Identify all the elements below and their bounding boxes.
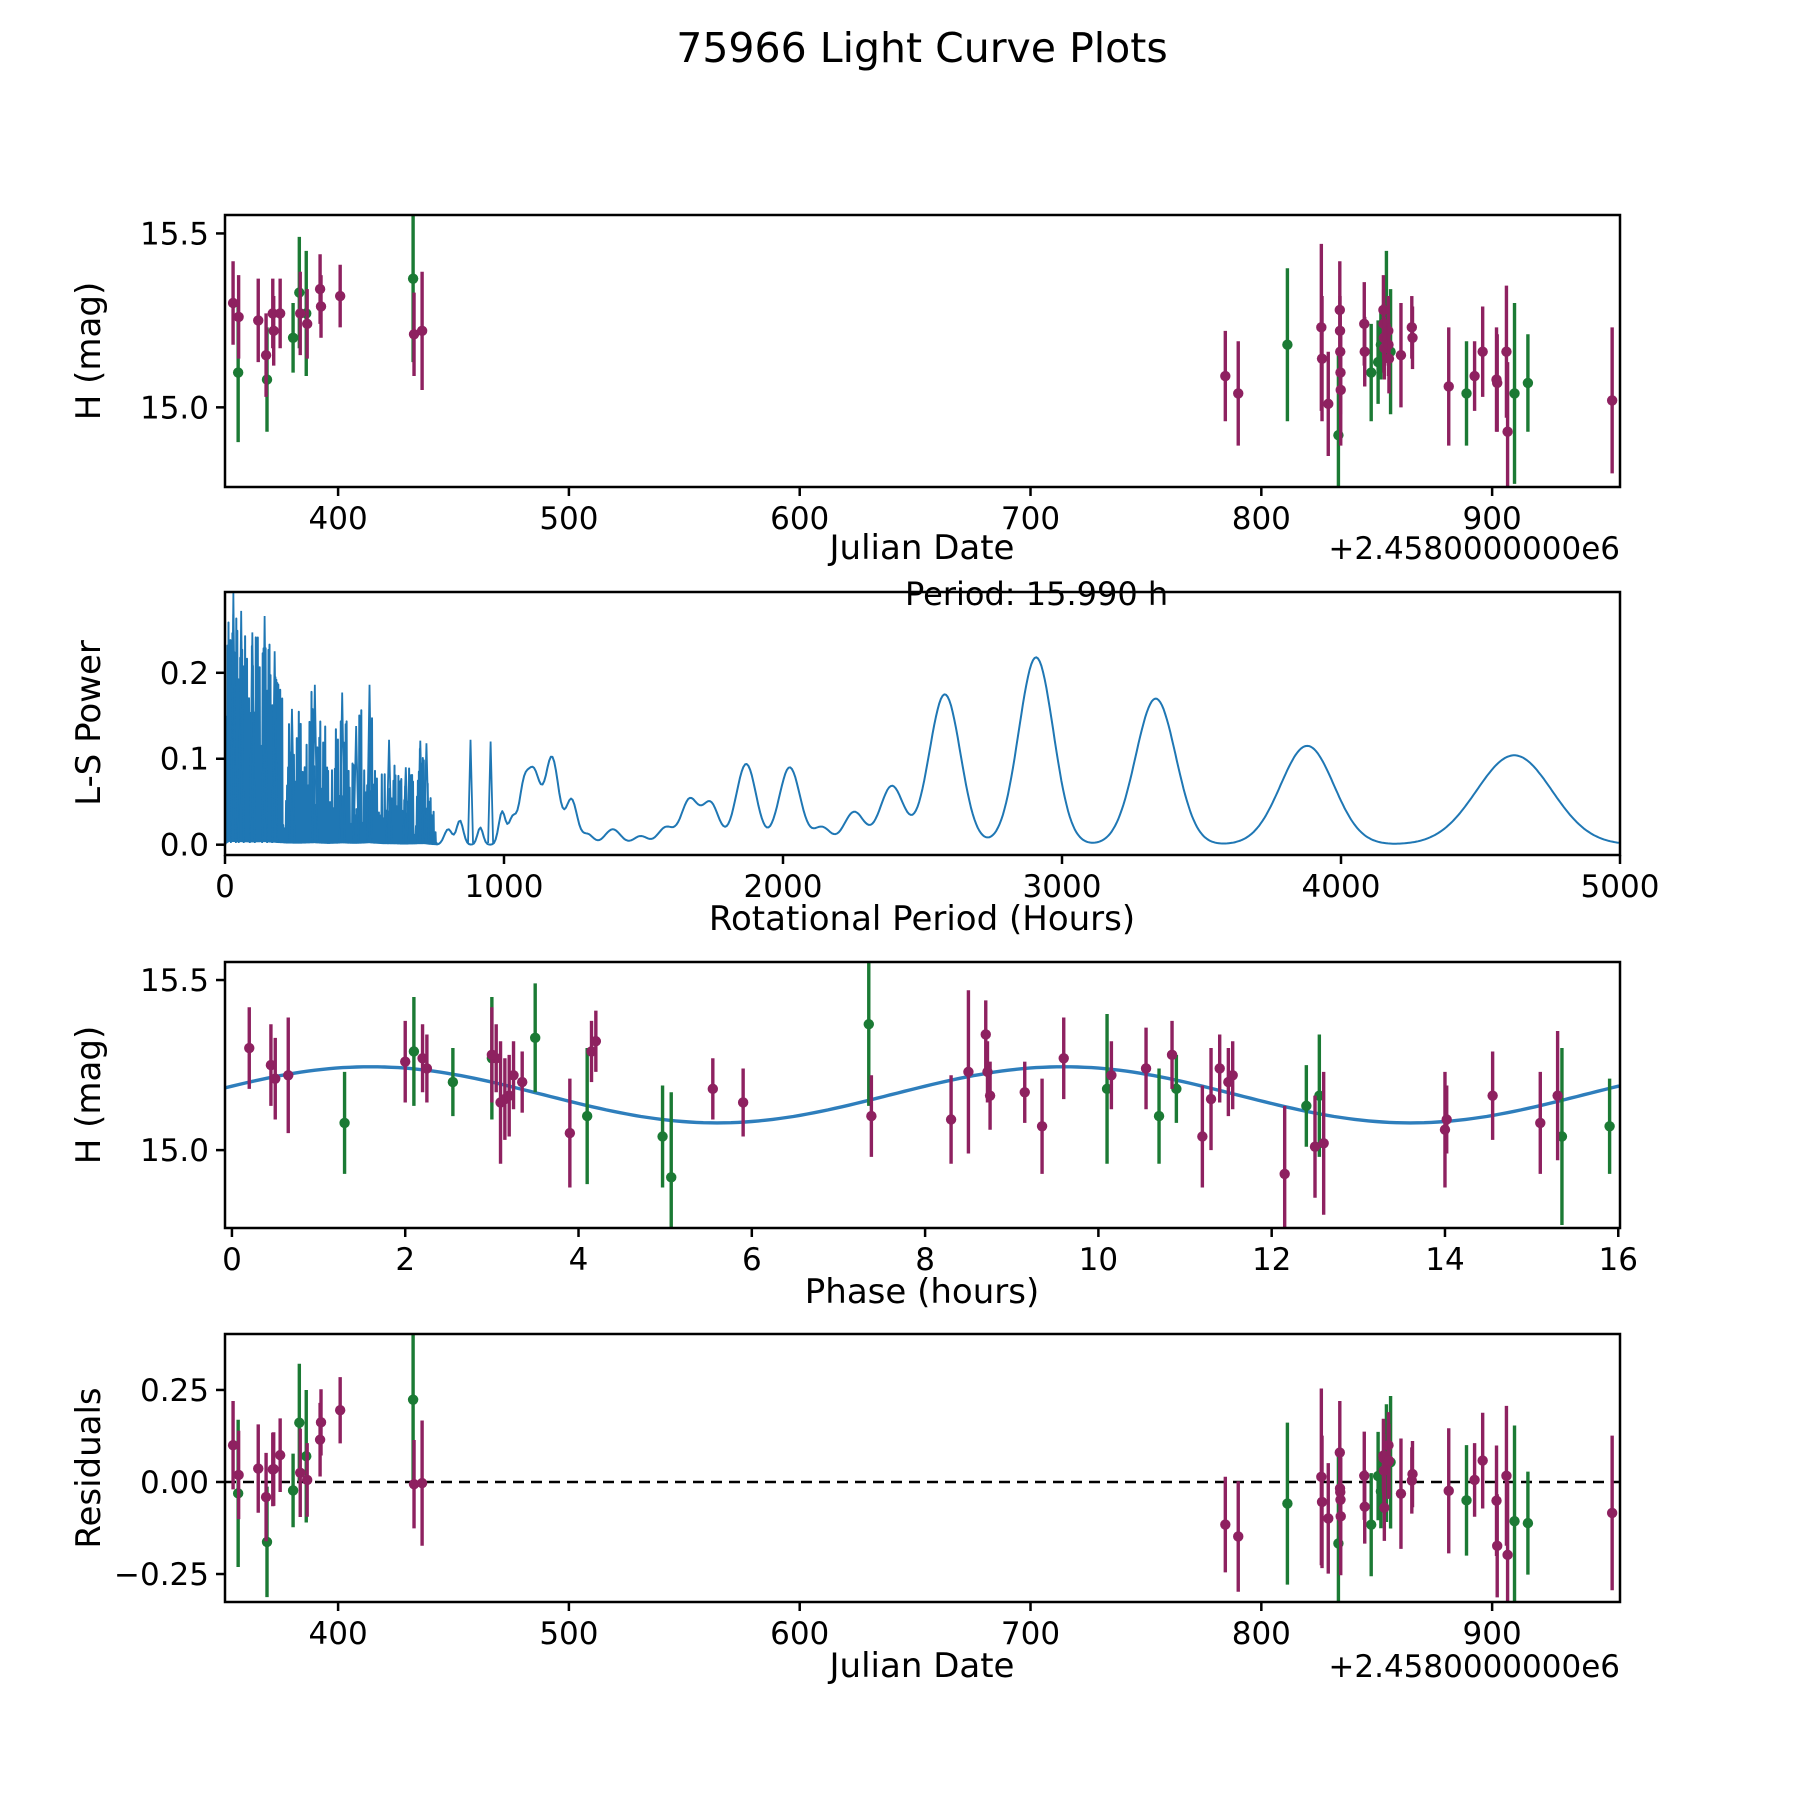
data-point-green (1282, 340, 1292, 350)
data-point-purple (1323, 1513, 1333, 1523)
data-point-green (1366, 1520, 1376, 1530)
data-point-purple (1407, 333, 1417, 343)
data-point-purple (417, 326, 427, 336)
y-tick-label: 0.00 (139, 1464, 209, 1501)
data-point-purple (316, 1417, 326, 1427)
data-point-purple (261, 350, 271, 360)
data-point-purple (1167, 1050, 1177, 1060)
data-point-purple (1220, 1519, 1230, 1529)
data-point-purple (1552, 1090, 1562, 1100)
data-point-purple (1317, 1497, 1327, 1507)
data-point-purple (946, 1114, 956, 1124)
data-point-purple (495, 1097, 505, 1107)
data-point-purple (1059, 1053, 1069, 1063)
data-point-purple (1501, 346, 1511, 356)
data-point-purple (1469, 1475, 1479, 1485)
x-tick-label: 1000 (464, 869, 544, 905)
data-point-purple (1317, 353, 1327, 363)
data-point-green (1366, 367, 1376, 377)
data-point-purple (1214, 1063, 1224, 1073)
y-tick-label: 15.0 (139, 1133, 209, 1170)
residuals-content (225, 1311, 1620, 1635)
data-point-purple (1444, 381, 1454, 391)
periodogram-panel (160, 592, 1660, 905)
data-point-green (448, 1077, 458, 1087)
x-tick-label: 2 (395, 1242, 416, 1278)
y-tick-label: 15.0 (139, 390, 209, 427)
data-point-purple (417, 1478, 427, 1488)
data-point-purple (1020, 1087, 1030, 1097)
data-point-green (1509, 1516, 1519, 1526)
periodogram-x-axis-label: Rotational Period (Hours) (708, 899, 1136, 939)
data-point-green (530, 1033, 540, 1043)
data-point-purple (1197, 1131, 1207, 1141)
data-point-purple (1233, 1531, 1243, 1541)
periodogram-curve (225, 615, 1619, 845)
data-point-purple (1440, 1124, 1450, 1134)
data-point-purple (1336, 1511, 1346, 1521)
x-tick-label: 600 (770, 1616, 830, 1652)
data-point-purple (283, 1070, 293, 1080)
data-point-purple (1492, 378, 1502, 388)
y-tick-label: 0.2 (159, 655, 209, 692)
period-annotation: Period: 15.990 h (905, 575, 1169, 613)
periodogram-content (225, 593, 1619, 845)
x-tick-label: 400 (308, 1616, 368, 1652)
sinusoid-fit-curve (225, 1067, 1618, 1123)
data-point-purple (1360, 346, 1370, 356)
data-point-purple (1442, 1114, 1452, 1124)
phase-y-axis-label: H (mag) (69, 1025, 109, 1165)
data-point-purple (1318, 1138, 1328, 1148)
data-point-purple (1444, 1486, 1454, 1496)
y-tick-label: −0.25 (114, 1557, 209, 1594)
y-tick-label: 0.25 (139, 1372, 209, 1409)
data-point-purple (1360, 1502, 1370, 1512)
data-point-purple (316, 301, 326, 311)
data-point-purple (1492, 1541, 1502, 1551)
data-point-green (582, 1111, 592, 1121)
data-point-purple (738, 1097, 748, 1107)
x-tick-label: 12 (1251, 1242, 1292, 1278)
data-point-purple (233, 312, 243, 322)
data-point-purple (302, 1475, 312, 1485)
data-point-green (1604, 1121, 1614, 1131)
residuals-panel (114, 1311, 1620, 1652)
data-point-purple (228, 1440, 238, 1450)
data-point-green (294, 1418, 304, 1428)
x-tick-label: 700 (1000, 1616, 1061, 1652)
data-point-green (666, 1172, 676, 1182)
data-point-purple (1477, 1455, 1487, 1465)
phase-x-axis-label: Phase (hours) (804, 1272, 1040, 1312)
data-point-purple (565, 1128, 575, 1138)
data-point-purple (228, 298, 238, 308)
data-point-purple (504, 1090, 514, 1100)
x-tick-label: 5000 (1580, 869, 1660, 905)
data-point-purple (244, 1043, 254, 1053)
x-tick-label: 500 (539, 1616, 599, 1652)
phase_curve-panel (140, 943, 1638, 1278)
data-point-purple (1407, 1469, 1417, 1479)
data-point-purple (1487, 1090, 1497, 1100)
data-point-green (1523, 1518, 1533, 1528)
x-tick-label: 0 (222, 1242, 242, 1278)
lightcurve-y-axis-label: H (mag) (69, 281, 109, 421)
data-point-green (408, 273, 418, 283)
phase_curve-content (225, 943, 1618, 1263)
x-tick-label: 8 (915, 1242, 935, 1278)
y-tick-label: 15.5 (139, 963, 209, 1000)
data-point-purple (253, 1463, 263, 1473)
data-point-green (1509, 388, 1519, 398)
light_curve-content (228, 195, 1617, 522)
data-point-green (1461, 388, 1471, 398)
x-tick-label: 4000 (1301, 869, 1381, 905)
data-point-purple (400, 1056, 410, 1066)
x-tick-label: 400 (308, 501, 368, 537)
data-point-green (1301, 1101, 1311, 1111)
data-point-purple (708, 1084, 718, 1094)
data-point-purple (1233, 388, 1243, 398)
data-point-purple (269, 1464, 279, 1474)
data-point-purple (1607, 395, 1617, 405)
y-tick-label: 0.1 (159, 741, 209, 778)
data-point-purple (1227, 1070, 1237, 1080)
data-point-purple (591, 1036, 601, 1046)
data-point-purple (982, 1067, 992, 1077)
data-point-purple (1206, 1094, 1216, 1104)
data-point-purple (302, 319, 312, 329)
x-tick-label: 900 (1462, 1616, 1522, 1652)
data-point-purple (335, 1405, 345, 1415)
residuals-x-axis-offset: +2.4580000000e6 (1328, 1649, 1620, 1685)
data-point-purple (1535, 1118, 1545, 1128)
data-point-purple (1220, 371, 1230, 381)
data-point-purple (866, 1111, 876, 1121)
figure-title: 75966 Light Curve Plots (676, 24, 1168, 72)
data-point-purple (963, 1067, 973, 1077)
lightcurve-x-axis-offset: +2.4580000000e6 (1328, 531, 1620, 567)
data-point-purple (1396, 1488, 1406, 1498)
data-point-purple (1384, 1456, 1394, 1466)
data-point-purple (261, 1492, 271, 1502)
data-point-purple (1501, 1471, 1511, 1481)
x-tick-label: 2000 (743, 869, 823, 905)
data-point-purple (253, 315, 263, 325)
periodogram-spike (468, 740, 473, 843)
data-point-purple (422, 1063, 432, 1073)
y-tick-label: 15.5 (139, 216, 209, 253)
data-point-purple (1396, 350, 1406, 360)
data-point-purple (275, 1450, 285, 1460)
periodogram-spike (488, 742, 493, 843)
data-point-green (1154, 1111, 1164, 1121)
data-point-green (339, 1118, 349, 1128)
data-point-purple (517, 1077, 527, 1087)
plot-area-border (225, 962, 1620, 1228)
data-point-purple (275, 308, 285, 318)
x-tick-label: 700 (1000, 501, 1061, 537)
data-point-purple (1607, 1508, 1617, 1518)
x-tick-label: 16 (1598, 1242, 1638, 1278)
x-tick-label: 3000 (1022, 869, 1102, 905)
x-tick-label: 0 (215, 869, 235, 905)
data-point-green (657, 1131, 667, 1141)
data-point-purple (1502, 426, 1512, 436)
data-point-purple (1037, 1121, 1047, 1131)
data-point-green (233, 367, 243, 377)
data-point-green (288, 333, 298, 343)
data-point-purple (335, 291, 345, 301)
periodogram-y-axis-label: L-S Power (69, 640, 109, 806)
data-point-green (1523, 378, 1533, 388)
data-point-purple (981, 1029, 991, 1039)
residuals-y-axis-label: Residuals (69, 1387, 109, 1549)
data-point-purple (1336, 385, 1346, 395)
data-point-purple (1106, 1070, 1116, 1080)
x-tick-label: 600 (770, 501, 830, 537)
data-point-purple (1323, 399, 1333, 409)
data-point-purple (295, 308, 305, 318)
data-point-green (408, 1394, 418, 1404)
x-tick-label: 14 (1425, 1242, 1465, 1278)
data-point-purple (1279, 1169, 1289, 1179)
data-point-purple (269, 326, 279, 336)
light_curve-panel (140, 195, 1620, 537)
lightcurve-x-axis-label: Julian Date (829, 528, 1015, 568)
data-point-purple (1141, 1063, 1151, 1073)
data-point-green (864, 1019, 874, 1029)
x-tick-label: 10 (1078, 1242, 1119, 1278)
data-point-purple (1379, 1503, 1389, 1513)
data-point-purple (1477, 346, 1487, 356)
x-tick-label: 500 (539, 501, 599, 537)
data-point-purple (487, 1050, 497, 1060)
data-point-purple (233, 1470, 243, 1480)
y-tick-label: 0.0 (159, 827, 209, 864)
data-point-green (1282, 1498, 1292, 1508)
data-point-green (1461, 1495, 1471, 1505)
data-point-purple (1502, 1550, 1512, 1560)
x-tick-label: 800 (1231, 501, 1291, 537)
x-tick-label: 800 (1231, 1616, 1291, 1652)
x-tick-label: 900 (1462, 501, 1522, 537)
data-point-green (409, 1046, 419, 1056)
data-point-green (288, 1485, 298, 1495)
data-point-purple (270, 1073, 280, 1083)
x-tick-label: 4 (568, 1242, 589, 1278)
residuals-x-axis-label: Julian Date (829, 1646, 1015, 1686)
data-point-purple (1469, 371, 1479, 381)
data-point-purple (1384, 353, 1394, 363)
x-tick-label: 6 (741, 1242, 762, 1278)
